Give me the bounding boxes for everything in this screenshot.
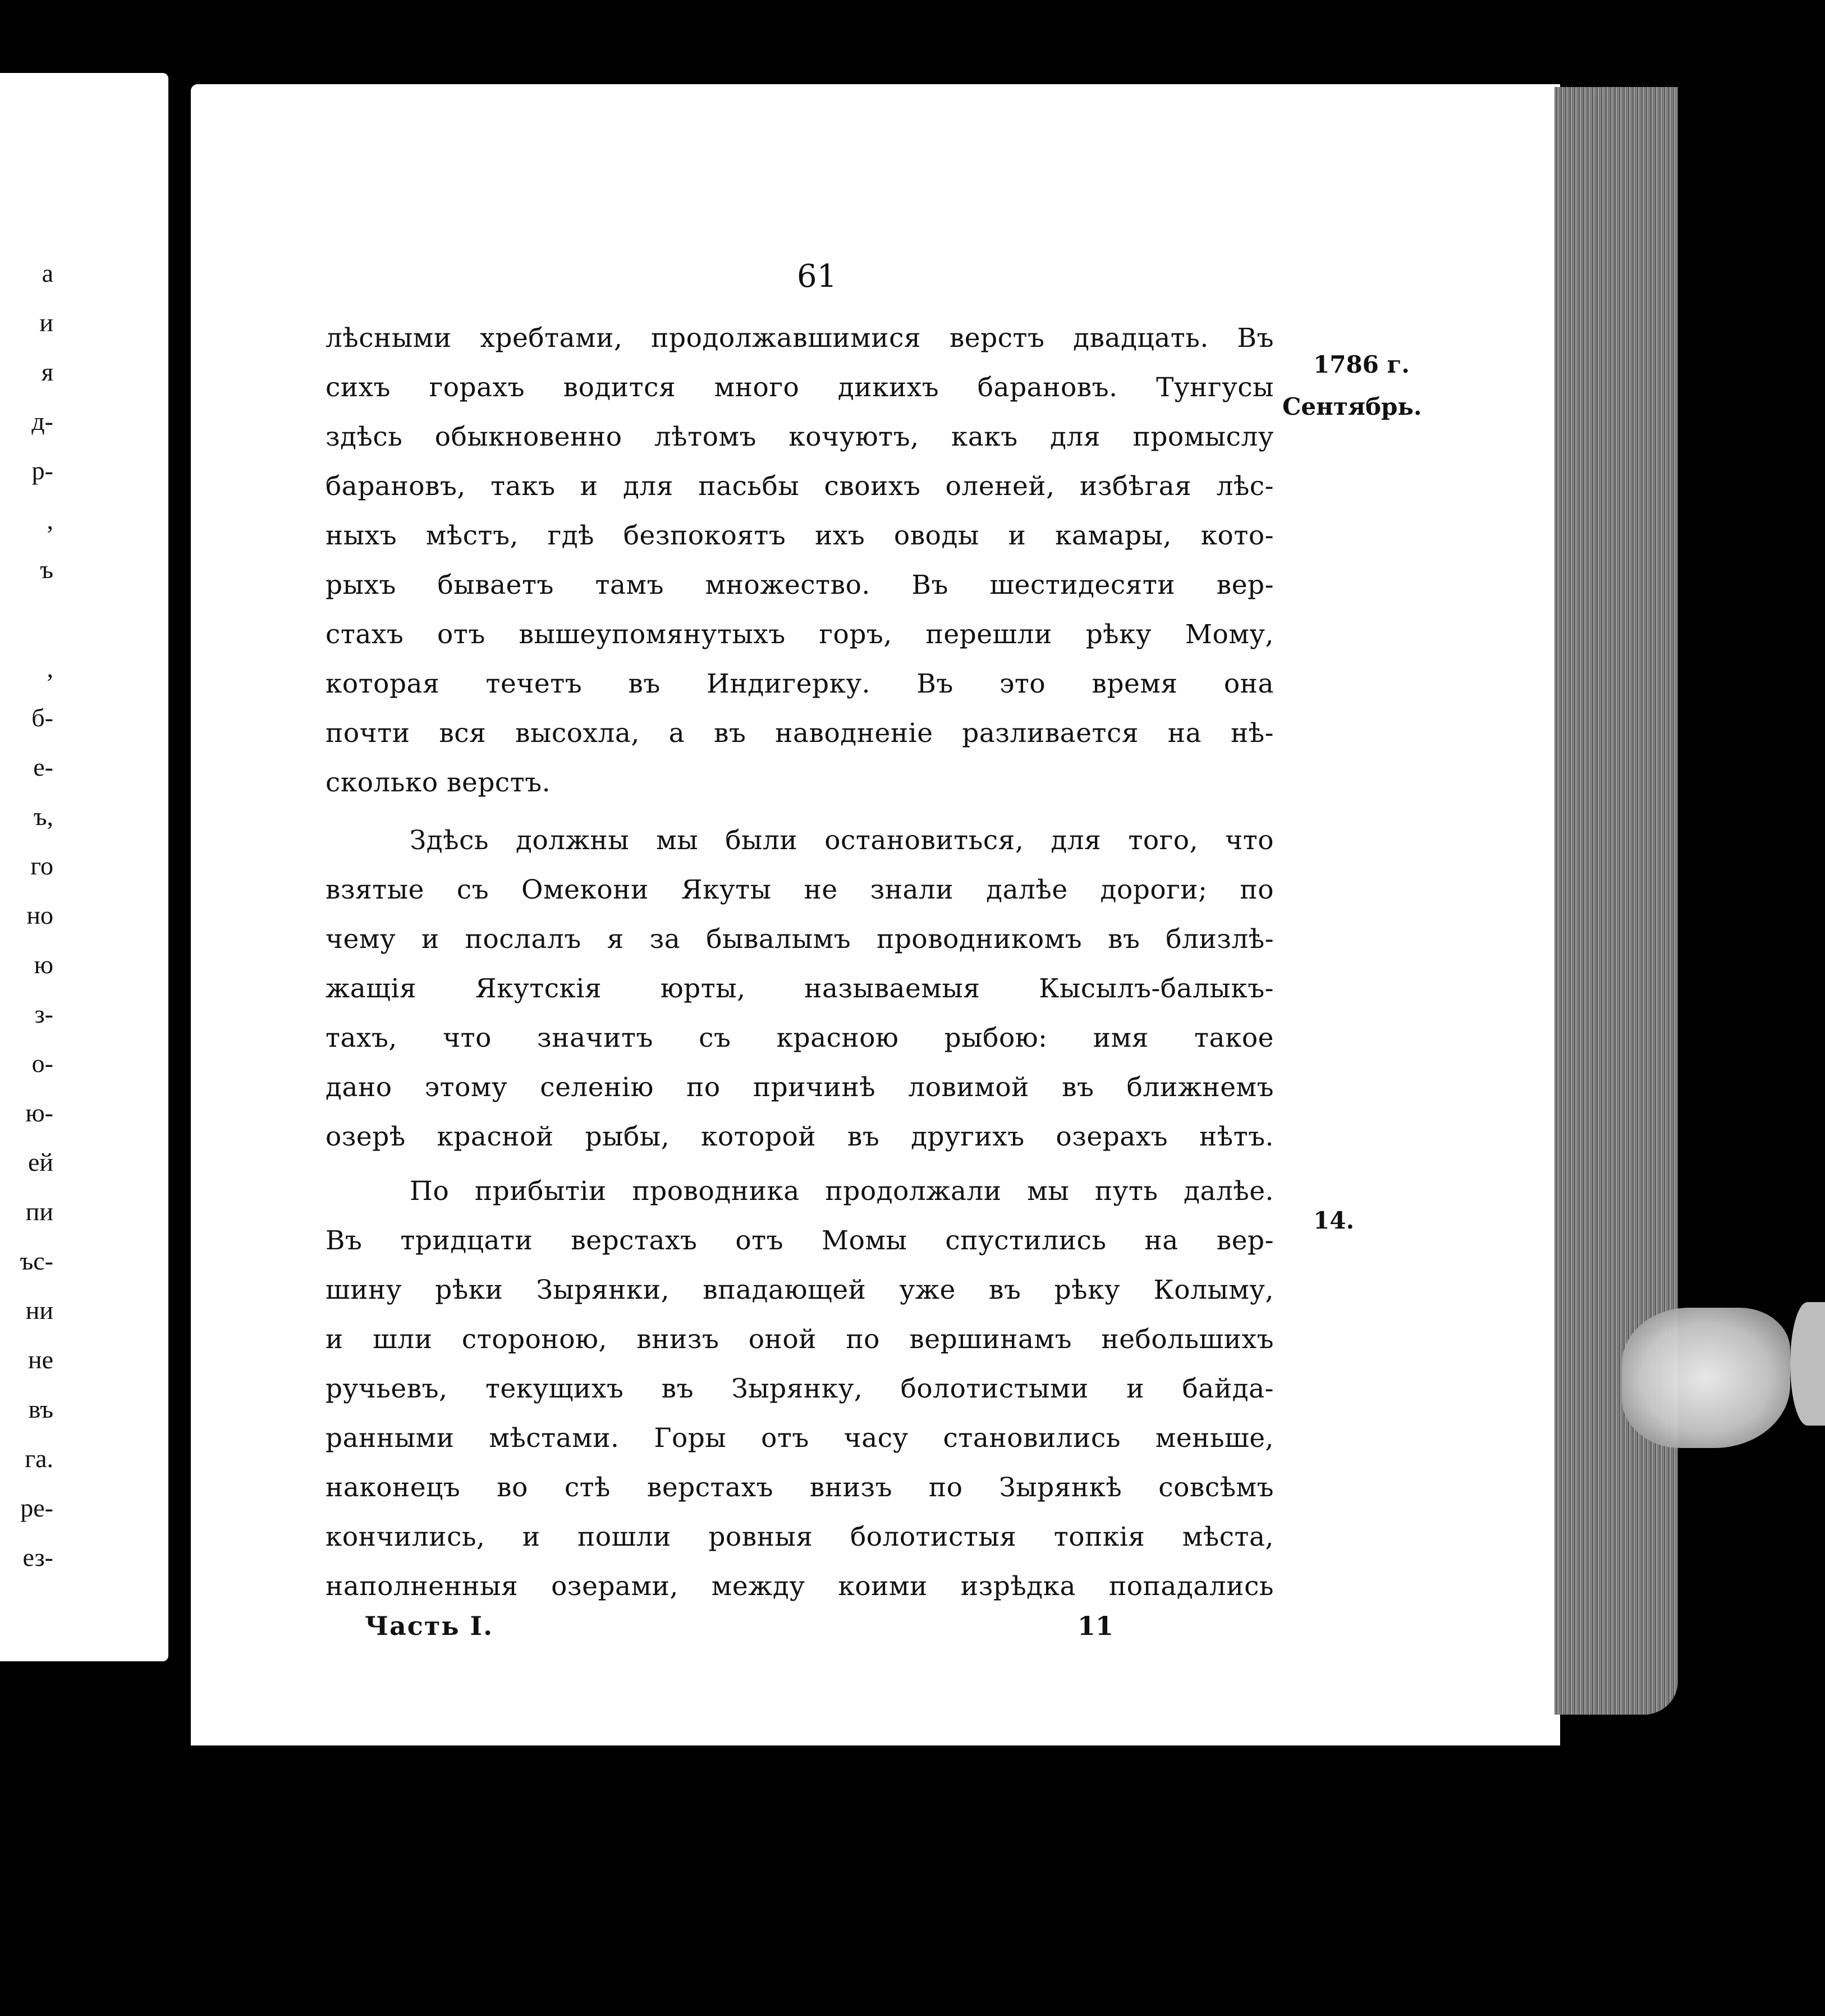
left-page-fragment: ъ, — [33, 802, 53, 831]
signature-mark: Часть I. — [365, 1611, 494, 1641]
text-line: и шли стороною, внизъ оной по вершинамъ небольшихъ — [325, 1324, 1274, 1355]
text-line: здѣсь обыкновенно лѣтомъ кочуютъ, какъ для промыслу — [325, 421, 1274, 452]
text-line: чему и послалъ я за бывалымъ проводникомъ въ близлѣ- — [325, 924, 1274, 955]
left-page-fragment: е- — [33, 753, 53, 781]
text-line: барановъ, такъ и для пасьбы своихъ оленей, избѣгая лѣс- — [325, 471, 1274, 502]
text-line: Въ тридцати верстахъ отъ Момы спустились на вер- — [325, 1225, 1274, 1256]
left-page-fragment: въ — [28, 1395, 53, 1423]
paper-tab — [1622, 1308, 1790, 1448]
text-line: лѣсными хребтами, продолжавшимися верстъ двадцать. Въ — [325, 323, 1274, 354]
margin-note-year: 1786 г. — [1313, 351, 1410, 378]
left-page-fragment: га. — [25, 1444, 53, 1473]
left-page-fragment: ре- — [20, 1493, 53, 1522]
text-line: жащія Якутскія юрты, называемыя Кысылъ-балыкъ- — [325, 973, 1274, 1004]
margin-note-day: 14. — [1313, 1207, 1355, 1234]
text-line: озерѣ красной рыбы, которой въ другихъ озерахъ нѣтъ. — [325, 1121, 1274, 1152]
left-page-fragment: ъс- — [20, 1247, 53, 1275]
text-line: ныхъ мѣстъ, гдѣ безпокоятъ ихъ оводы и камары, кото- — [325, 520, 1274, 551]
page-edges — [1555, 87, 1678, 1715]
signature-number: 11 — [1077, 1611, 1114, 1641]
text-line: По прибытіи проводника продолжали мы путь далѣе. — [410, 1176, 1274, 1207]
left-page-fragment: го — [30, 851, 53, 880]
text-line: сколько верстъ. — [325, 767, 551, 798]
left-page-fragment: ъ — [40, 555, 53, 584]
left-page-fragment: ни — [25, 1296, 53, 1325]
page-number: 61 — [797, 258, 837, 295]
left-page-fragment: о- — [31, 1049, 53, 1078]
text-line: взятые съ Омекони Якуты не знали далѣе дороги; по — [325, 874, 1274, 905]
left-page-fragment: , — [47, 506, 53, 534]
text-line: рыхъ бываетъ тамъ множество. Въ шестидесяти вер- — [325, 570, 1274, 601]
text-line: Здѣсь должны мы были остановиться, для того, что — [410, 825, 1274, 856]
text-line: наконецъ во стѣ верстахъ внизъ по Зырянкѣ совсѣмъ — [325, 1472, 1274, 1503]
margin-note-month: Сентябрь. — [1282, 393, 1422, 420]
book-gutter — [169, 73, 184, 1661]
left-page-fragment: ез- — [22, 1543, 53, 1571]
text-line: шину рѣки Зырянки, впадающей уже въ рѣку Колыму, — [325, 1275, 1274, 1305]
text-line: которая течетъ въ Индигерку. Въ это время она — [325, 668, 1274, 699]
text-line: почти вся высохла, а въ наводненіе разливается на нѣ- — [325, 718, 1274, 749]
text-line: наполненныя озерами, между коими изрѣдка попадались — [325, 1571, 1274, 1602]
text-line: тахъ, что значитъ съ красною рыбою: имя такое — [325, 1023, 1274, 1053]
left-page-fragment: но — [26, 901, 53, 929]
left-page-fragment: я — [41, 358, 53, 386]
text-line: стахъ отъ вышеупомянутыхъ горъ, перешли рѣку Мому, — [325, 619, 1274, 650]
left-page-fragment: р- — [31, 456, 53, 485]
left-page-fragment: ю- — [25, 1098, 53, 1127]
left-page-fragment: , — [47, 654, 53, 682]
left-page-fragment: б- — [31, 703, 53, 732]
text-line: сихъ горахъ водится много дикихъ барановъ. Тунгусы — [325, 372, 1274, 403]
left-page-fragment: и — [39, 308, 53, 337]
left-page-fragment: а — [42, 259, 53, 287]
left-page-fragment: ей — [27, 1148, 53, 1176]
left-page-fragment: пи — [25, 1197, 53, 1226]
left-page-fragment: ю — [34, 950, 53, 979]
left-page-fragment: з- — [34, 1000, 53, 1028]
text-line: ранными мѣстами. Горы отъ часу становились меньше, — [325, 1423, 1274, 1454]
text-line: кончились, и пошли ровныя болотистыя топкія мѣста, — [325, 1522, 1274, 1552]
left-page-fragment: д- — [31, 407, 53, 436]
text-line: ручьевъ, текущихъ въ Зырянку, болотистыми и байда- — [325, 1373, 1274, 1404]
paper-tab-edge — [1790, 1302, 1825, 1426]
text-line: дано этому селенію по причинѣ ловимой въ ближнемъ — [325, 1072, 1274, 1103]
left-page-fragment: не — [27, 1345, 53, 1374]
